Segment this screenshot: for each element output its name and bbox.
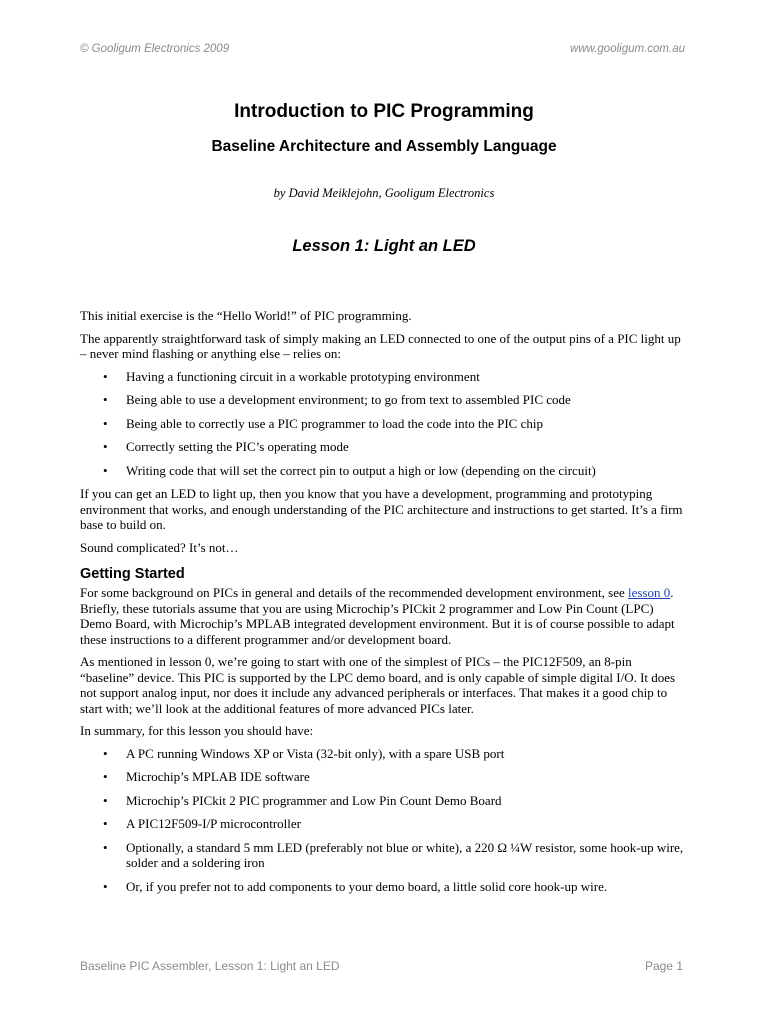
website-text: www.gooligum.com.au	[569, 43, 685, 55]
footer-title: Baseline PIC Assembler, Lesson 1: Light an LED	[80, 959, 340, 973]
document-body	[80, 308, 688, 902]
intro-paragraph-1: This initial exercise is the “Hello World!” of PIC programming.	[80, 308, 412, 323]
intro-paragraph-4: Sound complicated? It’s not…	[80, 539, 239, 555]
bullet-icon: •	[103, 816, 108, 831]
list-item: • Microchip’s MPLAB IDE software	[103, 769, 310, 784]
list-item: • Optionally, a standard 5 mm LED (preferably not blue or white), a 220 Ω ¼W resistor, some hook-up wire, solder and a soldering iron	[103, 839, 684, 870]
getting-started-heading: Getting Started	[80, 566, 185, 582]
intro-paragraph-3: If you can get an LED to light up, then you know that you have a development, programming and prototyping environment that works, and enough understanding of the PIC architecture and instructions to get started. It’s a firm base to build on.	[80, 486, 683, 532]
list-item: • Having a functioning circuit in a workable prototyping environment	[103, 368, 480, 384]
list-item: • Being able to correctly use a PIC programmer to load the code into the PIC chip	[103, 415, 543, 431]
lesson-0-link[interactable]: lesson 0	[628, 585, 671, 600]
document-subtitle: Baseline Architecture and Assembly Language	[211, 138, 557, 155]
getting-started-paragraph-3: In summary, for this lesson you should have:	[80, 723, 314, 738]
lesson-title: Lesson 1: Light an LED	[292, 237, 476, 255]
page-header	[80, 43, 685, 55]
copyright-text: © Gooligum Electronics 2009	[80, 43, 230, 55]
bullet-icon: •	[103, 368, 108, 384]
author-byline: by David Meiklejohn, Gooligum Electronics	[273, 186, 495, 200]
bullet-icon: •	[103, 745, 108, 761]
intro-paragraph-2: The apparently straightforward task of simply making an LED connected to one of the output pins of a PIC light up – never mind flashing or anything else – relies on:	[80, 330, 681, 361]
list-item: • A PIC12F509-I/P microcontroller	[103, 816, 302, 831]
getting-started-paragraph-1: For some background on PICs in general and details of the recommended development environment, see lesson 0. Briefly, these tutorials assume that you are using Microchip’s PICkit 2 programmer and Low Pin Count (LPC) Demo Board, with Microchip’s MPLAB integrated development environment. But it is of course possible to adapt these instructions to a different programmer and/or development board.	[80, 585, 675, 647]
list-item: • A PC running Windows XP or Vista (32-bit only), with a spare USB port	[103, 745, 505, 761]
getting-started-paragraph-2: As mentioned in lesson 0, we’re going to start with one of the simplest of PICs – the PIC12F509, an 8-pin “baseline” device. This PIC is supported by the LPC demo board, and is only capable of simple digital I/O. It does not support analog input, nor does it include any advanced peripherals or interfaces. That makes it a good chip to start with; we’ll look at the additional features of more advanced PICs later.	[80, 654, 676, 716]
document-title: Introduction to PIC Programming	[234, 101, 534, 122]
page-number: Page 1	[644, 959, 683, 973]
list-item: • Correctly setting the PIC’s operating mode	[103, 439, 349, 454]
bullet-icon: •	[103, 878, 108, 894]
list-item: • Being able to use a development environment; to go from text to assembled PIC code	[103, 392, 571, 407]
requirements-list	[80, 369, 688, 479]
list-item: • Writing code that will set the correct pin to output a high or low (depending on the circuit)	[103, 462, 596, 478]
bullet-icon: •	[103, 462, 108, 478]
page-footer	[80, 959, 683, 973]
bullet-icon: •	[103, 439, 108, 454]
bullet-icon: •	[103, 392, 108, 407]
list-item: • Microchip’s PICkit 2 PIC programmer and Low Pin Count Demo Board	[103, 792, 502, 808]
bullet-icon: •	[103, 415, 108, 431]
bullet-icon: •	[103, 769, 108, 784]
lesson-materials-list	[80, 746, 688, 895]
bullet-icon: •	[103, 839, 108, 855]
bullet-icon: •	[103, 792, 108, 808]
list-item: • Or, if you prefer not to add components to your demo board, a little solid core hook-up wire.	[103, 878, 608, 894]
